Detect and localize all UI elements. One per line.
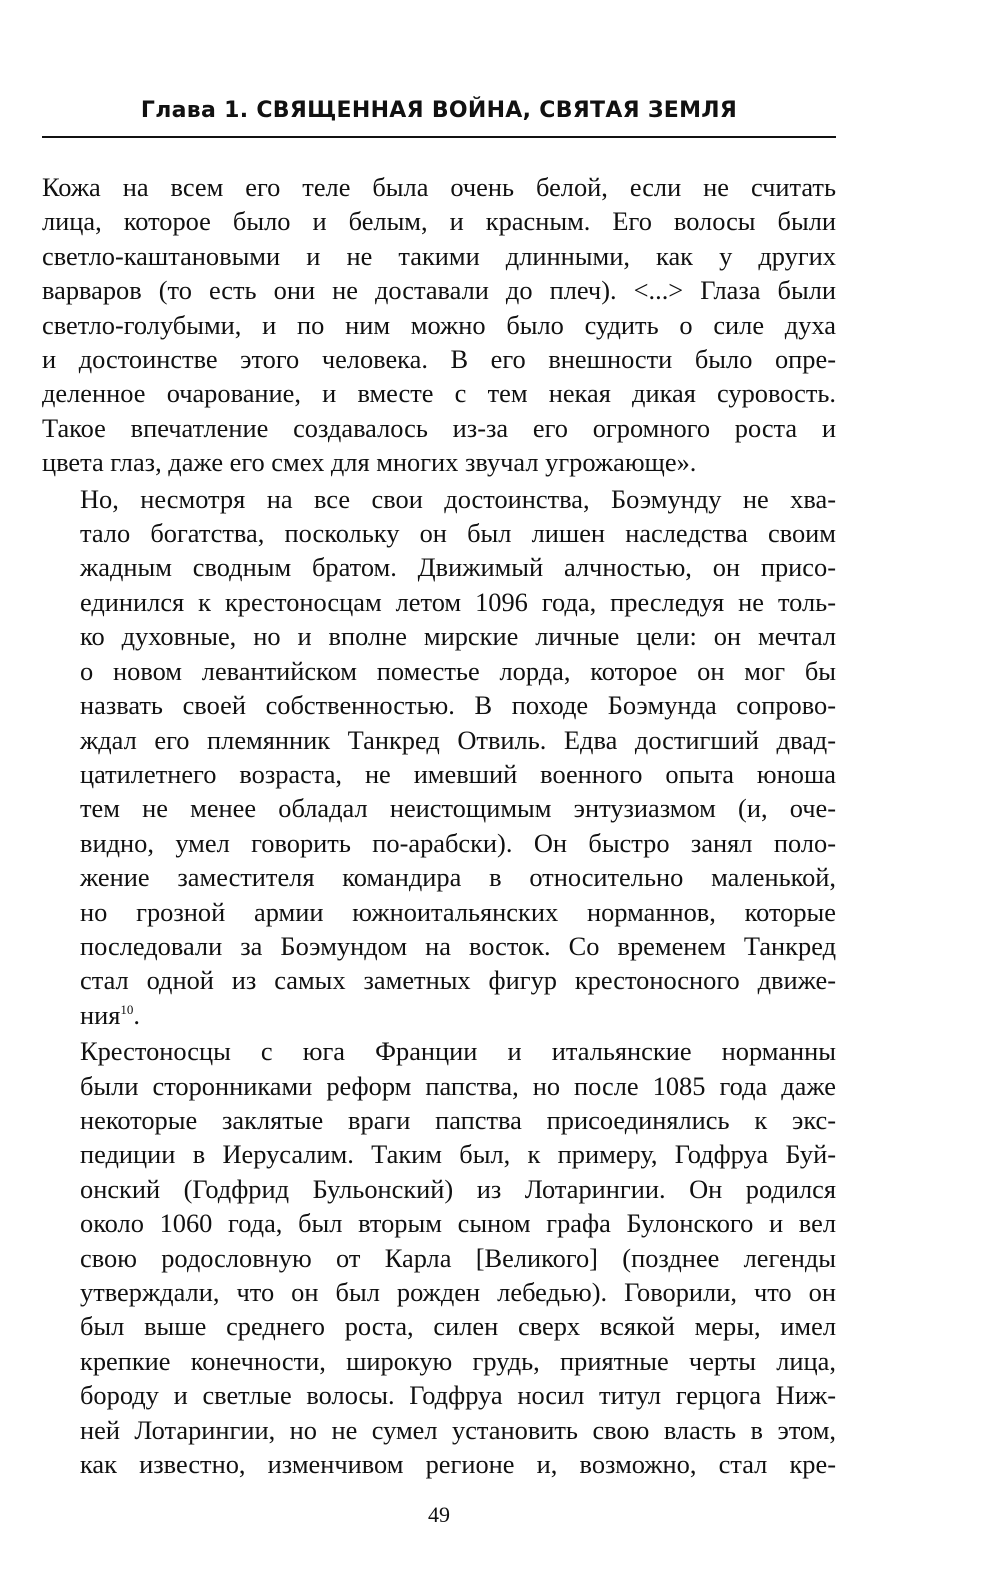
text-line: был выше среднего роста, силен сверх всякой меры, имел (80, 1311, 836, 1342)
body-text (42, 170, 836, 1481)
text-line: как известно, изменчивом регионе и, возможно, стал кре- (80, 1449, 836, 1480)
paragraph-2 (42, 482, 836, 1033)
text-line: деленное очарование, и вместе с тем некая дикая суровость. (42, 378, 836, 409)
text-line: и достоинстве этого человека. В его внешности было опре- (42, 344, 836, 375)
text-line: были сторонниками реформ папства, но после 1085 года даже (80, 1070, 836, 1101)
line-text: ния (80, 999, 121, 1030)
text-line: крепкие конечности, широкую грудь, приятные черты лица, (80, 1345, 836, 1376)
text-line: светло-каштановыми и не такими длинными, как у других (42, 240, 836, 271)
text-line: около 1060 года, был вторым сыном графа Булонского и вел (80, 1208, 836, 1239)
text-line: ней Лотарингии, но не сумел установить свою власть в этом, (80, 1414, 836, 1445)
text-line: некоторые заклятые враги папства присоединялись к экс- (80, 1104, 836, 1135)
text-line: стал одной из самых заметных фигур крестоносного движе- (80, 965, 836, 996)
text-line: назвать своей собственностью. В походе Боэмунда сопрово- (80, 690, 836, 721)
text-line: свою родословную от Карла [Великого] (позднее легенды (80, 1242, 836, 1273)
text-line: Такое впечатление создавалось из-за его огромного роста и (42, 412, 836, 443)
text-line: тало богатства, поскольку он был лишен наследства своим (80, 518, 836, 549)
running-header: Глава 1. СВЯЩЕННАЯ ВОЙНА, СВЯТАЯ ЗЕМЛЯ (140, 98, 738, 123)
text-line-last (42, 998, 836, 1032)
text-line: бороду и светлые волосы. Годфруа носил титул герцога Ниж- (80, 1380, 836, 1411)
text-line: педиции в Иерусалим. Таким был, к примеру, Годфруа Буй- (80, 1139, 836, 1170)
text-line: светло-голубыми, и по ним можно было судить о силе духа (42, 309, 836, 340)
page-number: 49 (428, 1502, 450, 1527)
text-line: но грозной армии южноитальянских норманнов, которые (80, 896, 836, 927)
footnote-ref[interactable]: 10 (120, 1001, 134, 1017)
text-line: Кожа на всем его теле была очень белой, если не считать (42, 172, 836, 202)
text-line: цатилетнего возраста, не имевший военного опыта юноша (80, 758, 836, 789)
paragraph-1 (42, 170, 836, 480)
text-line: ко духовные, но и вполне мирские личные цели: он мечтал (80, 621, 836, 652)
header-rule (42, 136, 836, 138)
text-line: видно, умел говорить по-арабски). Он быстро занял поло- (80, 827, 836, 858)
text-line: онский (Годфрид Бульонский) из Лотарингии. Он родился (80, 1173, 836, 1204)
text-line: о новом левантийском поместье лорда, которое он мог бы (80, 655, 836, 686)
text-line: Но, несмотря на все свои достоинства, Боэмунду не хва- (80, 483, 836, 514)
text-line: жадным сводным братом. Движимый алчностью, он присо- (80, 552, 836, 583)
paragraph-3 (42, 1034, 836, 1481)
text-line: ждал его племянник Танкред Отвиль. Едва достигший двад- (80, 724, 836, 755)
text-line: тем не менее обладал неистощимым энтузиазмом (и, оче- (80, 793, 836, 824)
line-end: . (133, 999, 140, 1030)
text-line: жение заместителя командира в относительно маленькой, (80, 862, 836, 893)
text-line: единился к крестоносцам летом 1096 года, преследуя не толь- (80, 586, 836, 617)
text-line: Крестоносцы с юга Франции и итальянские норманны (80, 1036, 836, 1067)
text-line: лица, которое было и белым, и красным. Его волосы были (42, 206, 836, 237)
text-line: цвета глаз, даже его смех для многих звучал угрожающе». (42, 447, 697, 478)
text-line: утверждали, что он был рожден лебедью). Говорили, что он (80, 1277, 836, 1307)
text-line: варваров (то есть они не доставали до плеч). <...> Глаза были (42, 275, 836, 306)
text-line: последовали за Боэмундом на восток. Со временем Танкред (80, 930, 836, 961)
